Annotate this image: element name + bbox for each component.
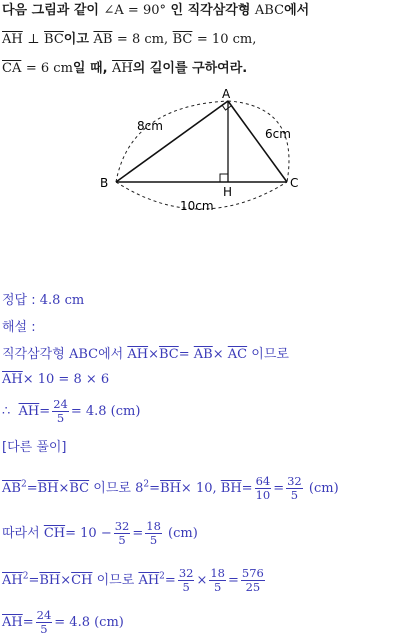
fraction	[209, 567, 226, 594]
result: = 4.8 (cm)	[70, 404, 141, 419]
problem-text: 에서	[284, 3, 310, 18]
segment-ah: $\overline{AH}$	[138, 573, 160, 588]
problem-text: 인 직각삼각형	[170, 3, 251, 18]
denominator: 5	[214, 580, 222, 594]
label-ab: 8cm	[137, 119, 163, 133]
equals: =	[178, 347, 190, 362]
segment-bh: $\overline{BH}$	[37, 481, 59, 496]
numerator: 18	[146, 519, 161, 533]
answer-value: 4.8 cm	[39, 293, 85, 308]
segment-bh: $\overline{BH}$	[39, 573, 61, 588]
segment-ah: $\overline{AH}$	[18, 404, 40, 419]
times: ×	[58, 481, 70, 496]
equals: =	[132, 526, 144, 541]
alt-line-1	[2, 475, 339, 502]
numerator: 32	[114, 519, 130, 533]
sol-text: 이므로	[251, 347, 289, 362]
problem-text: 이고	[63, 32, 89, 47]
fraction	[52, 398, 69, 425]
times: ×	[212, 347, 224, 362]
vertex-label-b: B	[100, 176, 109, 190]
numerator: 24	[36, 608, 52, 622]
equation: × 10,	[180, 481, 217, 496]
label-ac: 6cm	[265, 127, 291, 141]
vertex-label-a: A	[222, 87, 231, 101]
numerator: 18	[210, 566, 225, 580]
equation: = 10 −	[65, 526, 112, 541]
perp-symbol: ⊥	[27, 32, 40, 47]
numerator: 32	[287, 474, 302, 488]
exponent: 2	[20, 479, 27, 490]
unit: (cm)	[308, 481, 339, 496]
problem-line-1	[2, 3, 309, 19]
length-ab: = 8 cm,	[116, 32, 169, 47]
exponent: 2	[143, 479, 150, 490]
equals: =	[26, 481, 38, 496]
fraction	[114, 520, 131, 547]
segment-ah: $\overline{AH}$	[2, 573, 23, 588]
solution-label: 해설 :	[2, 320, 36, 335]
solution-line-2	[2, 372, 109, 388]
segment-ab: $\overline{AB}$	[93, 32, 113, 47]
answer-label: 정답 :	[2, 293, 36, 308]
vertex-label-h: H	[223, 185, 233, 199]
side-ac	[228, 101, 287, 182]
right-angle-mark-h	[220, 174, 228, 182]
denominator: 5	[149, 533, 158, 547]
equals: =	[164, 573, 176, 588]
sol-text: 이므로	[93, 481, 131, 496]
exponent: 2	[22, 571, 29, 582]
sol-text: 직각삼각형	[2, 347, 65, 362]
therefore-symbol: ∴	[2, 404, 11, 419]
right-angle-mark-a	[222, 105, 231, 110]
alt-line-2	[2, 520, 198, 547]
segment-bc: $\overline{BC}$	[69, 481, 90, 496]
fraction	[241, 567, 265, 594]
problem-line-2	[2, 32, 256, 48]
triangle-name: ABC	[68, 347, 99, 362]
triangle-name: ABC	[254, 3, 285, 18]
segment-ah: $\overline{AH}$	[112, 61, 133, 76]
solution-line-3	[2, 398, 140, 425]
problem-text: 일 때,	[72, 61, 108, 76]
sol-text: 이므로	[96, 573, 135, 588]
segment-bc: $\overline{BC}$	[44, 32, 64, 47]
fraction	[255, 475, 272, 502]
segment-bh: $\overline{BH}$	[220, 481, 242, 496]
numerator: 576	[241, 566, 264, 580]
problem-text: 다음 그림과 같이	[2, 3, 99, 18]
equals: =	[273, 481, 285, 496]
segment-bc: $\overline{BC}$	[158, 347, 179, 362]
denominator: 5	[118, 533, 126, 547]
segment-ah: $\overline{AH}$	[2, 32, 23, 47]
segment-ac: $\overline{AC}$	[227, 347, 248, 362]
problem-text: 의 길이를 구하여라.	[132, 61, 248, 76]
times: ×	[196, 573, 208, 588]
segment-ah: $\overline{AH}$	[2, 372, 23, 387]
triangle-figure	[0, 86, 400, 216]
length-bc: = 10 cm,	[196, 32, 257, 47]
denominator: 5	[40, 622, 48, 636]
segment-ch: $\overline{CH}$	[71, 573, 93, 588]
denominator: 5	[290, 488, 299, 502]
alt-solution-label: [다른 풀이]	[2, 440, 67, 455]
vertex-label-c: C	[290, 176, 299, 190]
equals: =	[149, 481, 161, 496]
sol-text: 에서	[98, 347, 124, 362]
times: ×	[148, 347, 159, 362]
numerator: 64	[255, 474, 271, 488]
fraction	[145, 520, 162, 547]
equals: =	[28, 573, 40, 588]
equals: =	[22, 615, 34, 630]
segment-bc: $\overline{BC}$	[172, 32, 193, 47]
alt-line-4	[2, 609, 124, 636]
equation: × 10 = 8 × 6	[22, 372, 110, 387]
numerator: 24	[53, 397, 68, 411]
denominator: 5	[182, 580, 190, 594]
denominator: 10	[255, 488, 271, 502]
times: ×	[60, 573, 72, 588]
segment-ah: $\overline{AH}$	[127, 347, 149, 362]
alt-line-3	[2, 567, 267, 594]
denominator: 5	[56, 411, 65, 425]
unit: (cm)	[168, 526, 198, 541]
solution-line-1	[2, 347, 289, 363]
label-bc: 10cm	[180, 199, 214, 213]
equals: =	[39, 404, 51, 419]
exponent: 2	[159, 571, 165, 582]
fraction	[286, 475, 303, 502]
segment-ab: $\overline{AB}$	[2, 481, 21, 496]
fraction	[178, 567, 195, 594]
problem-line-3	[2, 61, 247, 77]
segment-ch: $\overline{CH}$	[43, 526, 66, 541]
numerator: 32	[178, 566, 194, 580]
fraction	[36, 609, 53, 636]
equals: =	[228, 573, 239, 588]
equals: =	[241, 481, 253, 496]
segment-ah: $\overline{AH}$	[2, 615, 23, 630]
answer-line	[2, 293, 84, 309]
segment-ab: $\overline{AB}$	[193, 347, 213, 362]
angle-expression: ∠A = 90°	[103, 3, 166, 18]
result: = 4.8 (cm)	[54, 615, 124, 630]
number: 8	[135, 481, 144, 496]
segment-ca: $\overline{CA}$	[2, 61, 22, 76]
length-ca: = 6 cm	[25, 61, 73, 76]
segment-bh: $\overline{BH}$	[160, 481, 181, 496]
sol-text: 따라서	[2, 526, 40, 541]
denominator: 25	[245, 580, 261, 594]
